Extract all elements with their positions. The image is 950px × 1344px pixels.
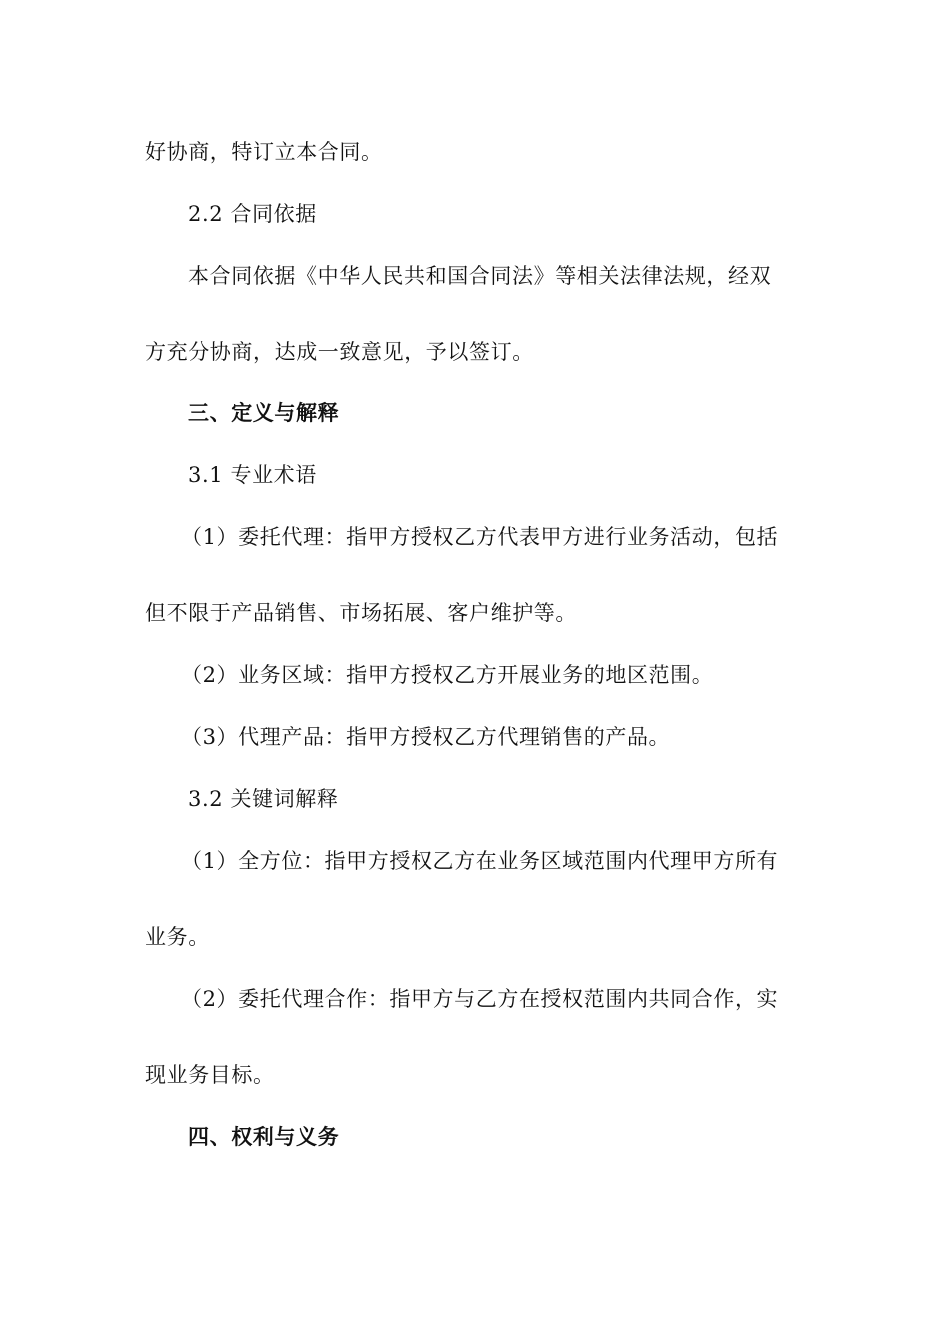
list-item-line: 现业务目标。	[145, 1063, 275, 1087]
section-heading-3: 三、定义与解释	[188, 401, 340, 425]
list-item-line: （2）业务区域：指甲方授权乙方开展业务的地区范围。	[181, 663, 714, 687]
list-item-line: （2）委托代理合作：指甲方与乙方在授权范围内共同合作，实	[181, 987, 779, 1011]
paragraph-continuation: 好协商，特订立本合同。	[145, 140, 383, 164]
subsection-heading-2-2: 2.2 合同依据	[188, 202, 317, 226]
list-item-line: （1）委托代理：指甲方授权乙方代表甲方进行业务活动，包括	[181, 525, 779, 549]
paragraph-line: 方充分协商，达成一致意见，予以签订。	[145, 340, 534, 364]
list-item-line: （1）全方位：指甲方授权乙方在业务区域范围内代理甲方所有	[181, 849, 779, 873]
list-item-line: （3）代理产品：指甲方授权乙方代理销售的产品。	[181, 725, 671, 749]
list-item-line: 业务。	[145, 925, 210, 949]
section-heading-4: 四、权利与义务	[188, 1125, 340, 1149]
paragraph-line: 本合同依据《中华人民共和国合同法》等相关法律法规，经双	[188, 264, 772, 288]
list-item-line: 但不限于产品销售、市场拓展、客户维护等。	[145, 601, 577, 625]
subsection-heading-3-1: 3.1 专业术语	[188, 463, 317, 487]
subsection-heading-3-2: 3.2 关键词解释	[188, 787, 339, 811]
